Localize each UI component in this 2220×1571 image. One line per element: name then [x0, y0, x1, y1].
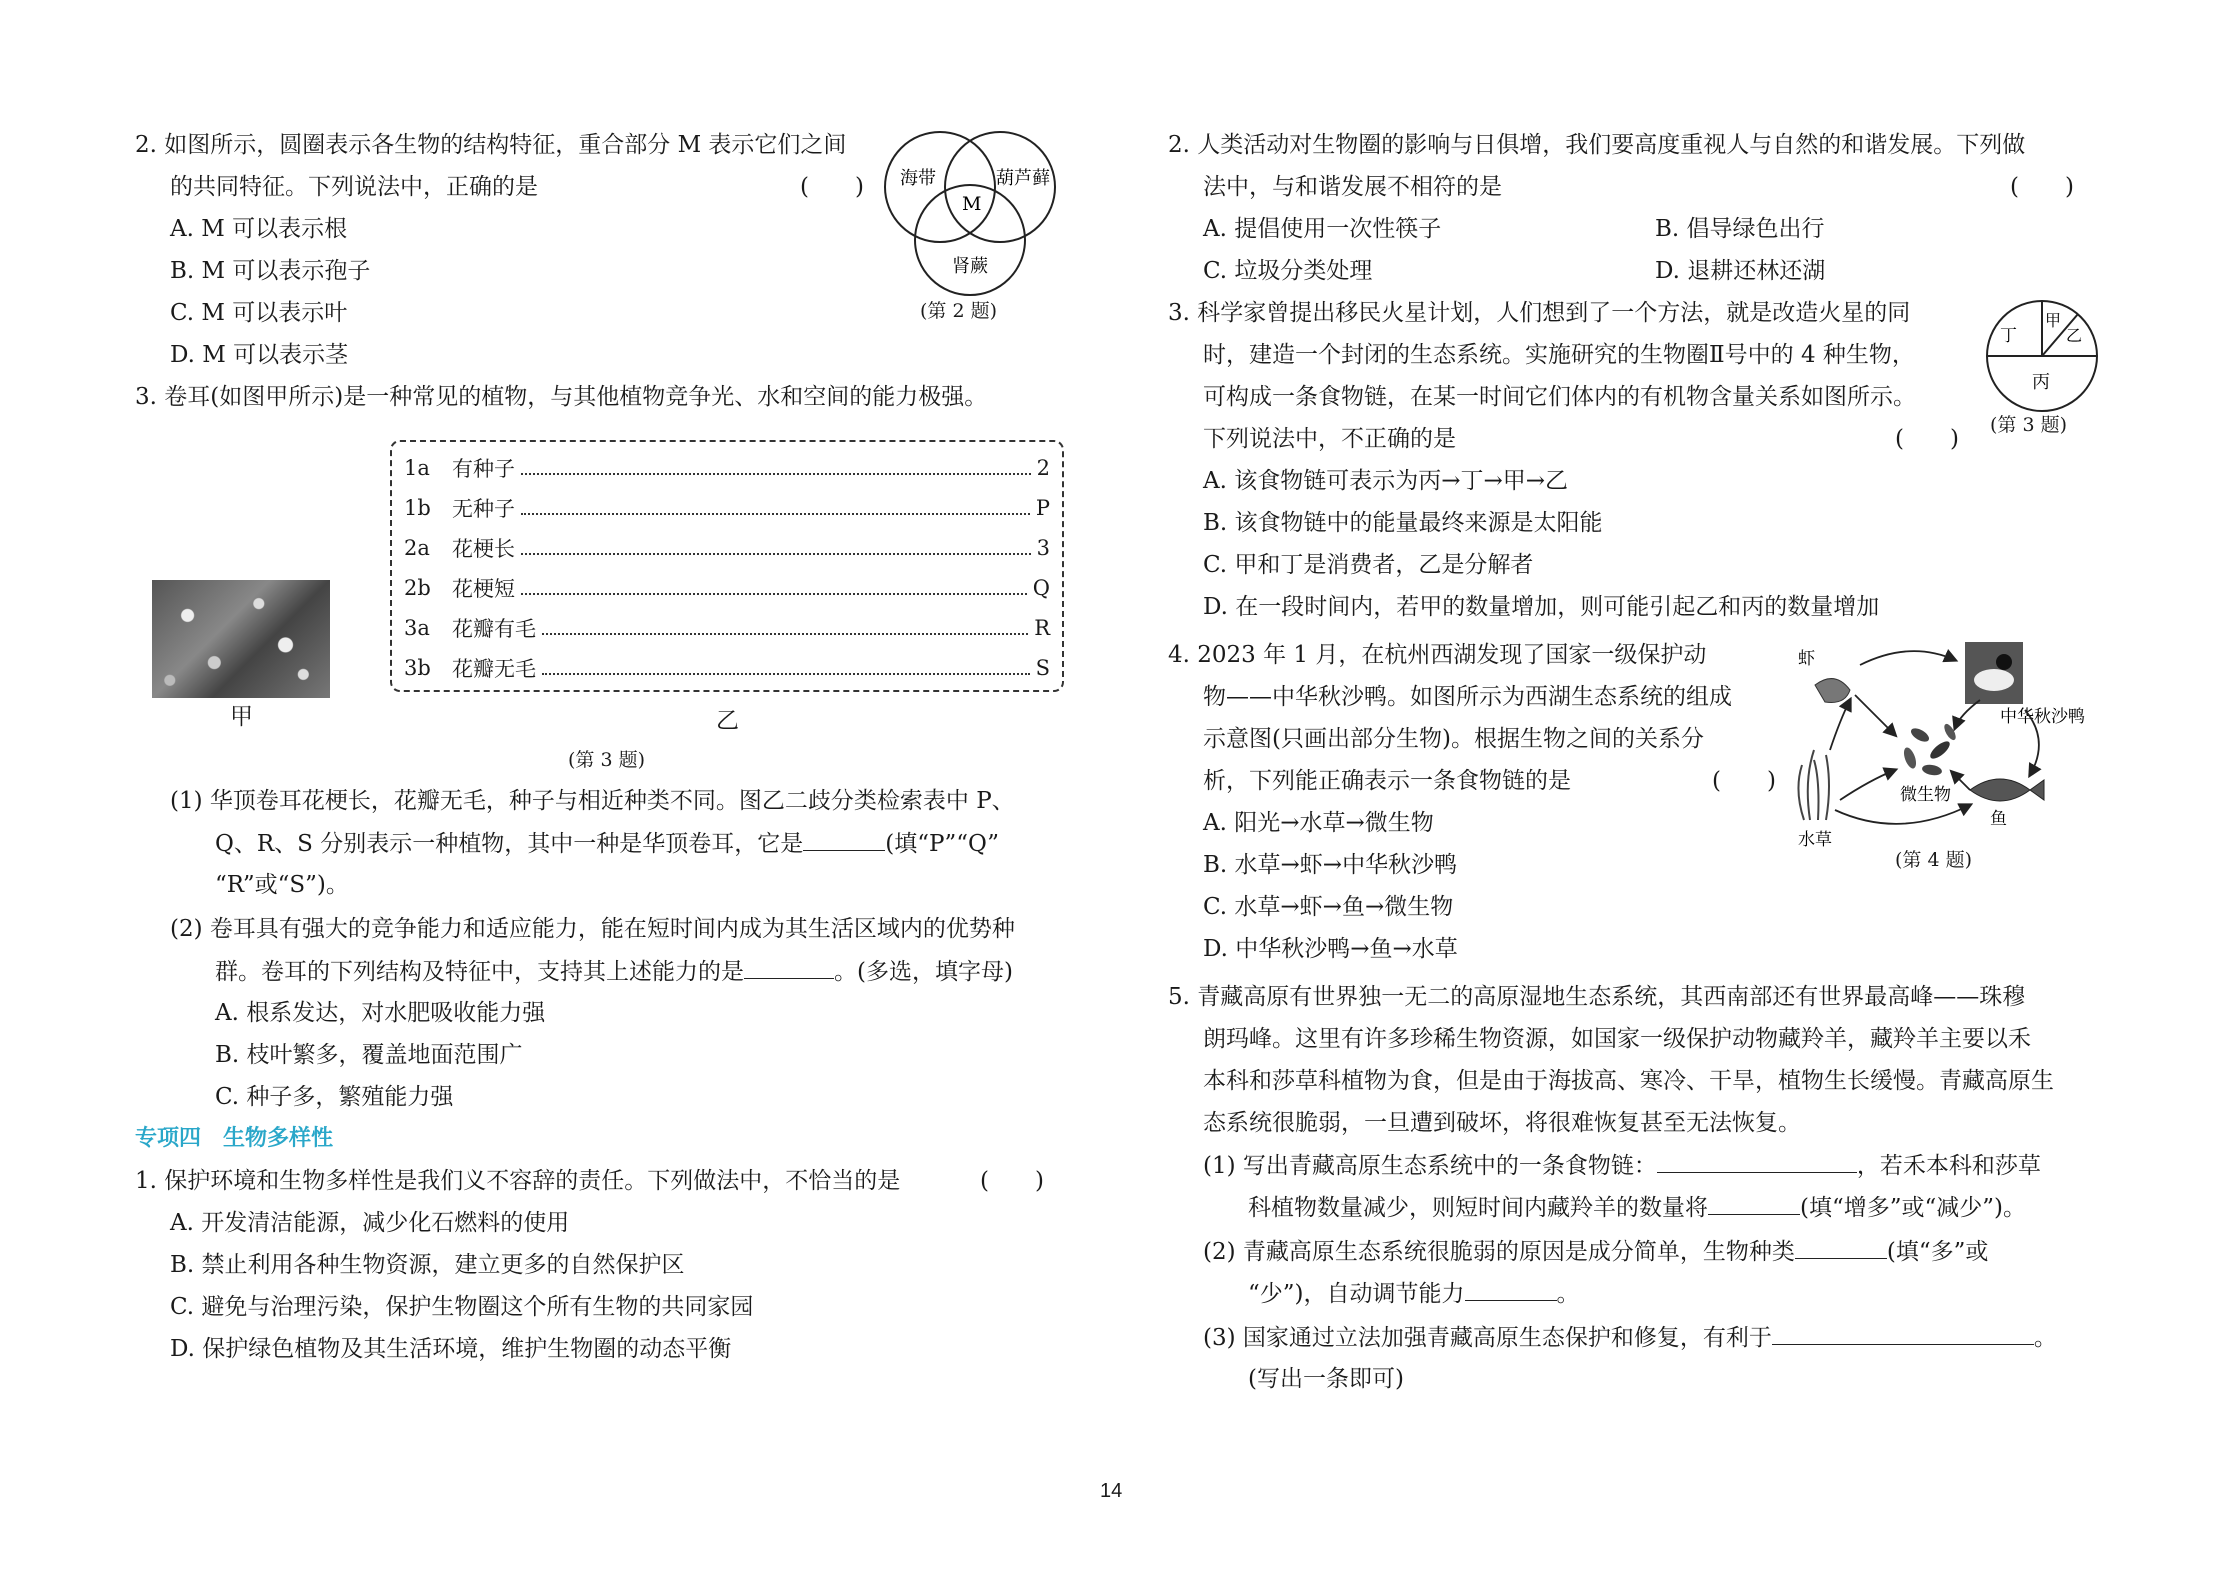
r-q5-sub2-blank-species[interactable] — [1795, 1236, 1887, 1259]
pie-label-yi: 乙 — [2066, 326, 2083, 345]
pie-label-ding: 丁 — [2000, 326, 2017, 346]
s4-q1-option-d[interactable]: D. 保护绿色植物及其生活环境，维护生物圈的动态平衡 — [170, 1336, 732, 1362]
venn-label-huluxian: 葫芦藓 — [996, 168, 1050, 189]
venn-label-haidai: 海带 — [900, 168, 936, 189]
q2-stem-line2: 的共同特征。下列说法中，正确的是 — [170, 174, 538, 200]
r-q2-stem-line1: 2. 人类活动对生物圈的影响与日俱增，我们要高度重视人与自然的和谐发展。下列做 — [1168, 132, 2026, 158]
key-row: 3a 花瓣有毛 R — [404, 616, 1050, 641]
fish-icon — [1970, 779, 2044, 801]
r-q3-stem-line3: 可构成一条食物链，在某一时间它们体内的有机物含量关系如图所示。 — [1203, 384, 1916, 410]
r-q5-sub1-line1: (1) 写出青藏高原生态系统中的一条食物链： ，若禾本科和莎草 — [1203, 1150, 2041, 1181]
r-q4-stem-line2: 物——中华秋沙鸭。如图所示为西湖生态系统的组成 — [1203, 684, 1732, 710]
r-q4-stem-line3: 示意图(只画出部分生物)。根据生物之间的关系分 — [1203, 726, 1704, 752]
r-q5-stem-line3: 本科和莎草科植物为食，但是由于海拔高、寒冷、干旱，植物生长缓慢。青藏高原生 — [1203, 1068, 2054, 1094]
diagram-label-fish: 鱼 — [1990, 809, 2007, 829]
juaner-photo — [152, 580, 330, 698]
r-q5-stem-line4: 态系统很脆弱，一旦遭到破坏，将很难恢复甚至无法恢复。 — [1203, 1110, 1801, 1136]
figure-label-jia: 甲 — [230, 704, 253, 730]
water-grass-icon — [1798, 750, 1829, 820]
r-q5-sub2-line1: (2) 青藏高原生态系统很脆弱的原因是成分简单，生物种类 (填“多”或 — [1203, 1236, 1988, 1267]
q3-sub1-line2: Q、R、S 分别表示一种植物，其中一种是华顶卷耳，它是 (填“P”“Q” — [215, 828, 999, 859]
s4-q1-answer-paren[interactable]: ( ) — [980, 1168, 1044, 1194]
r-q3-stem-line2: 时，建造一个封闭的生态系统。实施研究的生物圈Ⅱ号中的 4 种生物， — [1203, 342, 1915, 368]
q3-sub2-option-b[interactable]: B. 枝叶繁多，覆盖地面范围广 — [215, 1042, 523, 1068]
r-q2-option-c[interactable]: C. 垃圾分类处理 — [1203, 258, 1373, 284]
section-heading: 专项四 生物多样性 — [135, 1126, 334, 1151]
r-q4-option-c[interactable]: C. 水草→虾→鱼→微生物 — [1203, 894, 1454, 920]
key-row: 1a 有种子 2 — [404, 456, 1050, 481]
r-q4-figure-caption: (第 4 题) — [1895, 849, 1972, 871]
figure-label-yi: 乙 — [716, 708, 739, 734]
q3-figure-caption: (第 3 题) — [568, 749, 645, 771]
r-q5-sub2-blank-ability[interactable] — [1465, 1278, 1557, 1301]
key-row: 1b 无种子 P — [404, 496, 1050, 521]
s4-q1-stem: 1. 保护环境和生物多样性是我们义不容辞的责任。下列做法中，不恰当的是 — [135, 1168, 901, 1194]
r-q5-sub3-blank[interactable] — [1772, 1322, 2034, 1345]
q3-sub2-option-c[interactable]: C. 种子多，繁殖能力强 — [215, 1084, 454, 1110]
venn-label-shenjue: 肾蕨 — [952, 256, 988, 277]
r-q2-option-d[interactable]: D. 退耕还林还湖 — [1655, 258, 1826, 284]
r-q4-option-d[interactable]: D. 中华秋沙鸭→鱼→水草 — [1203, 936, 1458, 962]
diagram-label-microbe: 微生物 — [1900, 785, 1951, 805]
q3-stem: 3. 卷耳(如图甲所示)是一种常见的植物，与其他植物竞争光、水和空间的能力极强。 — [135, 384, 988, 410]
r-q2-stem-line2: 法中，与和谐发展不相符的是 — [1203, 174, 1502, 200]
q3-sub2-line1: (2) 卷耳具有强大的竞争能力和适应能力，能在短时间内成为其生活区域内的优势种 — [170, 916, 1015, 942]
r-q3-stem-line4: 下列说法中，不正确的是 — [1203, 426, 1456, 452]
r-q5-sub2-line2: “少”)，自动调节能力 。 — [1248, 1278, 1580, 1309]
organic-content-pie — [1982, 296, 2102, 416]
r-q3-figure-caption: (第 3 题) — [1990, 414, 2067, 436]
r-q2-option-b[interactable]: B. 倡导绿色出行 — [1655, 216, 1825, 242]
r-q4-stem-line1: 4. 2023 年 1 月，在杭州西湖发现了国家一级保护动 — [1168, 642, 1707, 668]
diagram-label-duck: 中华秋沙鸭 — [2000, 707, 2085, 727]
q3-sub2-blank[interactable] — [744, 956, 834, 979]
q2-figure-caption: (第 2 题) — [920, 300, 997, 322]
diagram-label-grass: 水草 — [1798, 830, 1832, 850]
q2-option-a[interactable]: A. M 可以表示根 — [170, 216, 348, 242]
r-q3-stem-line1: 3. 科学家曾提出移民火星计划，人们想到了一个方法，就是改造火星的同 — [1168, 300, 1911, 326]
r-q2-answer-paren[interactable]: ( ) — [2010, 174, 2074, 200]
s4-q1-option-a[interactable]: A. 开发清洁能源，减少化石燃料的使用 — [170, 1210, 570, 1236]
pie-label-jia: 甲 — [2045, 311, 2062, 330]
q2-option-b[interactable]: B. M 可以表示孢子 — [170, 258, 371, 284]
r-q5-stem-line2: 朗玛峰。这里有许多珍稀生物资源，如国家一级保护动物藏羚羊，藏羚羊主要以禾 — [1203, 1026, 2031, 1052]
r-q3-option-c[interactable]: C. 甲和丁是消费者，乙是分解者 — [1203, 552, 1534, 578]
r-q5-sub1-blank-chain[interactable] — [1657, 1150, 1857, 1173]
r-q5-sub1-blank-number[interactable] — [1708, 1192, 1800, 1215]
r-q3-option-a[interactable]: A. 该食物链可表示为丙→丁→甲→乙 — [1203, 468, 1569, 494]
r-q2-option-a[interactable]: A. 提倡使用一次性筷子 — [1203, 216, 1442, 242]
shrimp-icon — [1815, 679, 1850, 703]
s4-q1-option-c[interactable]: C. 避免与治理污染，保护生物圈这个所有生物的共同家园 — [170, 1294, 754, 1320]
q2-stem-line1: 2. 如图所示，圆圈表示各生物的结构特征，重合部分 M 表示它们之间 — [135, 132, 847, 158]
key-row: 3b 花瓣无毛 S — [404, 656, 1050, 681]
r-q5-sub3-line1: (3) 国家通过立法加强青藏高原生态保护和修复，有利于 。 — [1203, 1322, 2057, 1353]
r-q3-answer-paren[interactable]: ( ) — [1895, 426, 1959, 452]
ecosystem-diagram — [1790, 640, 2090, 870]
key-row: 2b 花梗短 Q — [404, 576, 1050, 601]
r-q3-option-b[interactable]: B. 该食物链中的能量最终来源是太阳能 — [1203, 510, 1603, 536]
r-q4-option-b[interactable]: B. 水草→虾→中华秋沙鸭 — [1203, 852, 1458, 878]
key-row: 2a 花梗长 3 — [404, 536, 1050, 561]
microbe-icon — [1902, 722, 1958, 776]
r-q4-answer-paren[interactable]: ( ) — [1712, 768, 1776, 794]
q3-sub1-line1: (1) 华顶卷耳花梗长，花瓣无毛，种子与相近种类不同。图乙二歧分类检索表中 P、 — [170, 788, 1015, 814]
r-q3-option-d[interactable]: D. 在一段时间内，若甲的数量增加，则可能引起乙和丙的数量增加 — [1203, 594, 1880, 620]
q3-sub2-option-a[interactable]: A. 根系发达，对水肥吸收能力强 — [215, 1000, 546, 1026]
q2-answer-paren[interactable]: ( ) — [800, 174, 864, 200]
q3-sub2-line2: 群。卷耳的下列结构及特征中，支持其上述能力的是 。(多选，填字母) — [215, 956, 1013, 987]
diagram-label-shrimp: 虾 — [1798, 649, 1815, 669]
q3-sub1-line3: “R”或“S”)。 — [215, 872, 349, 898]
r-q5-sub1-line2: 科植物数量减少，则短时间内藏羚羊的数量将 (填“增多”或“减少”)。 — [1248, 1192, 2026, 1223]
venn-label-m: M — [962, 193, 982, 215]
q2-option-c[interactable]: C. M 可以表示叶 — [170, 300, 348, 326]
r-q4-stem-line4: 析，下列能正确表示一条食物链的是 — [1203, 768, 1571, 794]
dichotomous-key-table — [390, 440, 1064, 692]
s4-q1-option-b[interactable]: B. 禁止利用各种生物资源，建立更多的自然保护区 — [170, 1252, 685, 1278]
r-q5-stem-line1: 5. 青藏高原有世界独一无二的高原湿地生态系统，其西南部还有世界最高峰——珠穆 — [1168, 984, 2026, 1010]
pie-label-bing: 丙 — [2032, 372, 2050, 393]
q3-sub1-blank[interactable] — [803, 828, 885, 851]
r-q5-sub3-note: (写出一条即可) — [1248, 1366, 1404, 1392]
page-number: 14 — [1100, 1480, 1123, 1502]
q2-option-d[interactable]: D. M 可以表示茎 — [170, 342, 349, 368]
r-q4-option-a[interactable]: A. 阳光→水草→微生物 — [1203, 810, 1434, 836]
